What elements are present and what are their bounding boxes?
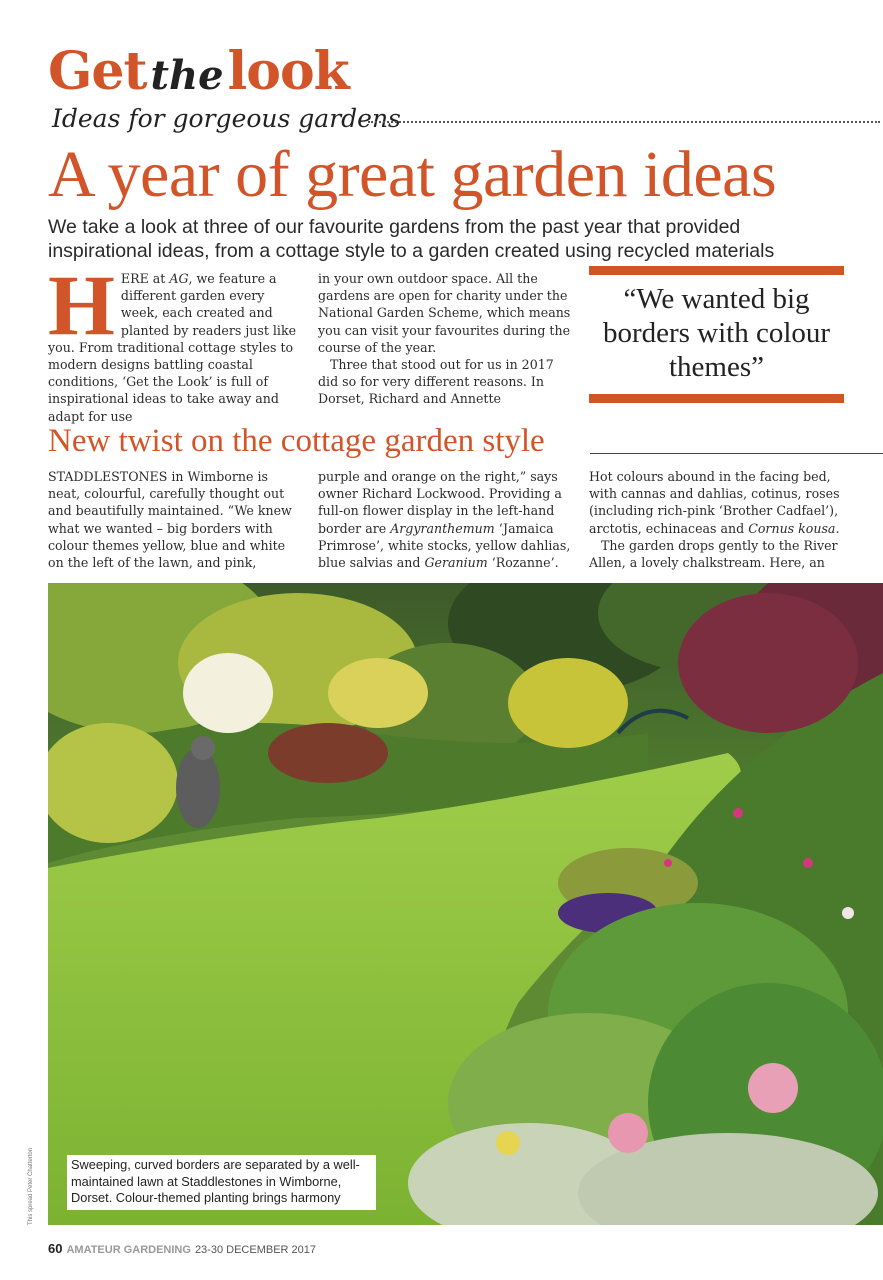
intro-col2-p1: in your own outdoor space. All the gardens are open for charity under the National Garden Scheme, which means you can visit your favourites during the course of the year. — [318, 271, 571, 355]
intro-col2-p2: Three that stood out for us in 2017 did so for very different reasons. In Dorset, Richard and Annette — [318, 357, 554, 407]
section-c3-p2: The garden drops gently to the River Allen, a lovely chalkstream. Here, an — [589, 537, 838, 571]
logo-the: the — [150, 52, 224, 99]
pullquote: “We wanted big borders with colour themes” — [602, 283, 831, 383]
logo-get: Get — [48, 41, 147, 102]
section-c1-text: STADDLESTONES in Wimborne is neat, colourful, carefully thought out and beautifully maintained. “We knew what we wanted – big borders with colour themes yellow, blue and white on the left of the lawn, and pink, — [48, 469, 292, 571]
drop-cap: H — [48, 257, 115, 353]
section-c2-c: ‘Rozanne’. — [487, 555, 559, 571]
section-c3-em: Cornus kousa — [748, 520, 836, 536]
section-column-2 — [318, 468, 576, 571]
section-heading: New twist on the cottage garden style — [48, 423, 545, 459]
page-footer — [48, 1241, 316, 1256]
garden-photo — [48, 583, 883, 1225]
issue-date: 23-30 DECEMBER 2017 — [194, 1244, 316, 1256]
series-subtitle: Ideas for gorgeous gardens — [52, 104, 401, 133]
page-headline: A year of great garden ideas — [48, 138, 777, 211]
get-the-look-logo — [48, 41, 349, 106]
section-c3-a: Hot colours abound in the facing bed, with cannas and dahlias, cotinus, roses (including rich-pink ‘Brother Cadfael’), arctotis, echinaceas and — [589, 469, 840, 536]
dotted-divider — [368, 121, 880, 123]
intro-text-b: , we feature a different garden every week, each created and planted by readers just like you. From traditional cottage styles to modern designs battling coastal conditions, ‘Get the Look’ is full of inspirational ideas to take away and adapt for use — [48, 271, 297, 424]
section-column-3 — [589, 468, 849, 571]
intro-text-em: AG — [169, 271, 189, 286]
intro-text-a: ERE at — [120, 271, 170, 286]
page-number: 60 — [48, 1241, 63, 1256]
pullquote-bottom-bar — [589, 394, 844, 403]
magazine-name: AMATEUR GARDENING — [66, 1244, 191, 1256]
section-c2-b: ‘Jamaica Primrose’, white stocks, yellow dahlias, blue salvias and — [318, 520, 571, 571]
garden-illustration — [48, 583, 883, 1225]
section-c3-b: . — [835, 520, 840, 536]
standfirst: We take a look at three of our favourite gardens from the past year that provided inspirational ideas, from a cottage style to a garden created using recycled materials — [48, 216, 775, 262]
section-c2-a: purple and orange on the right,” says owner Richard Lockwood. Providing a full-on flower display in the left-hand border are — [318, 469, 562, 536]
intro-column-1 — [48, 257, 298, 425]
photo-credit: This spread Peter Chatterton — [28, 1147, 34, 1225]
photo-caption: Sweeping, curved borders are separated by a well-maintained lawn at Staddlestones in Wimborne, Dorset. Colour-themed planting brings harmony — [67, 1155, 376, 1210]
section-rule — [590, 453, 883, 454]
section-column-1 — [48, 468, 298, 571]
intro-column-2 — [318, 270, 576, 408]
section-c2-em2: Geranium — [424, 555, 488, 571]
section-c2-em1: Argyranthemum — [390, 520, 495, 536]
pullquote-top-bar — [589, 266, 844, 275]
logo-look: look — [227, 41, 349, 102]
